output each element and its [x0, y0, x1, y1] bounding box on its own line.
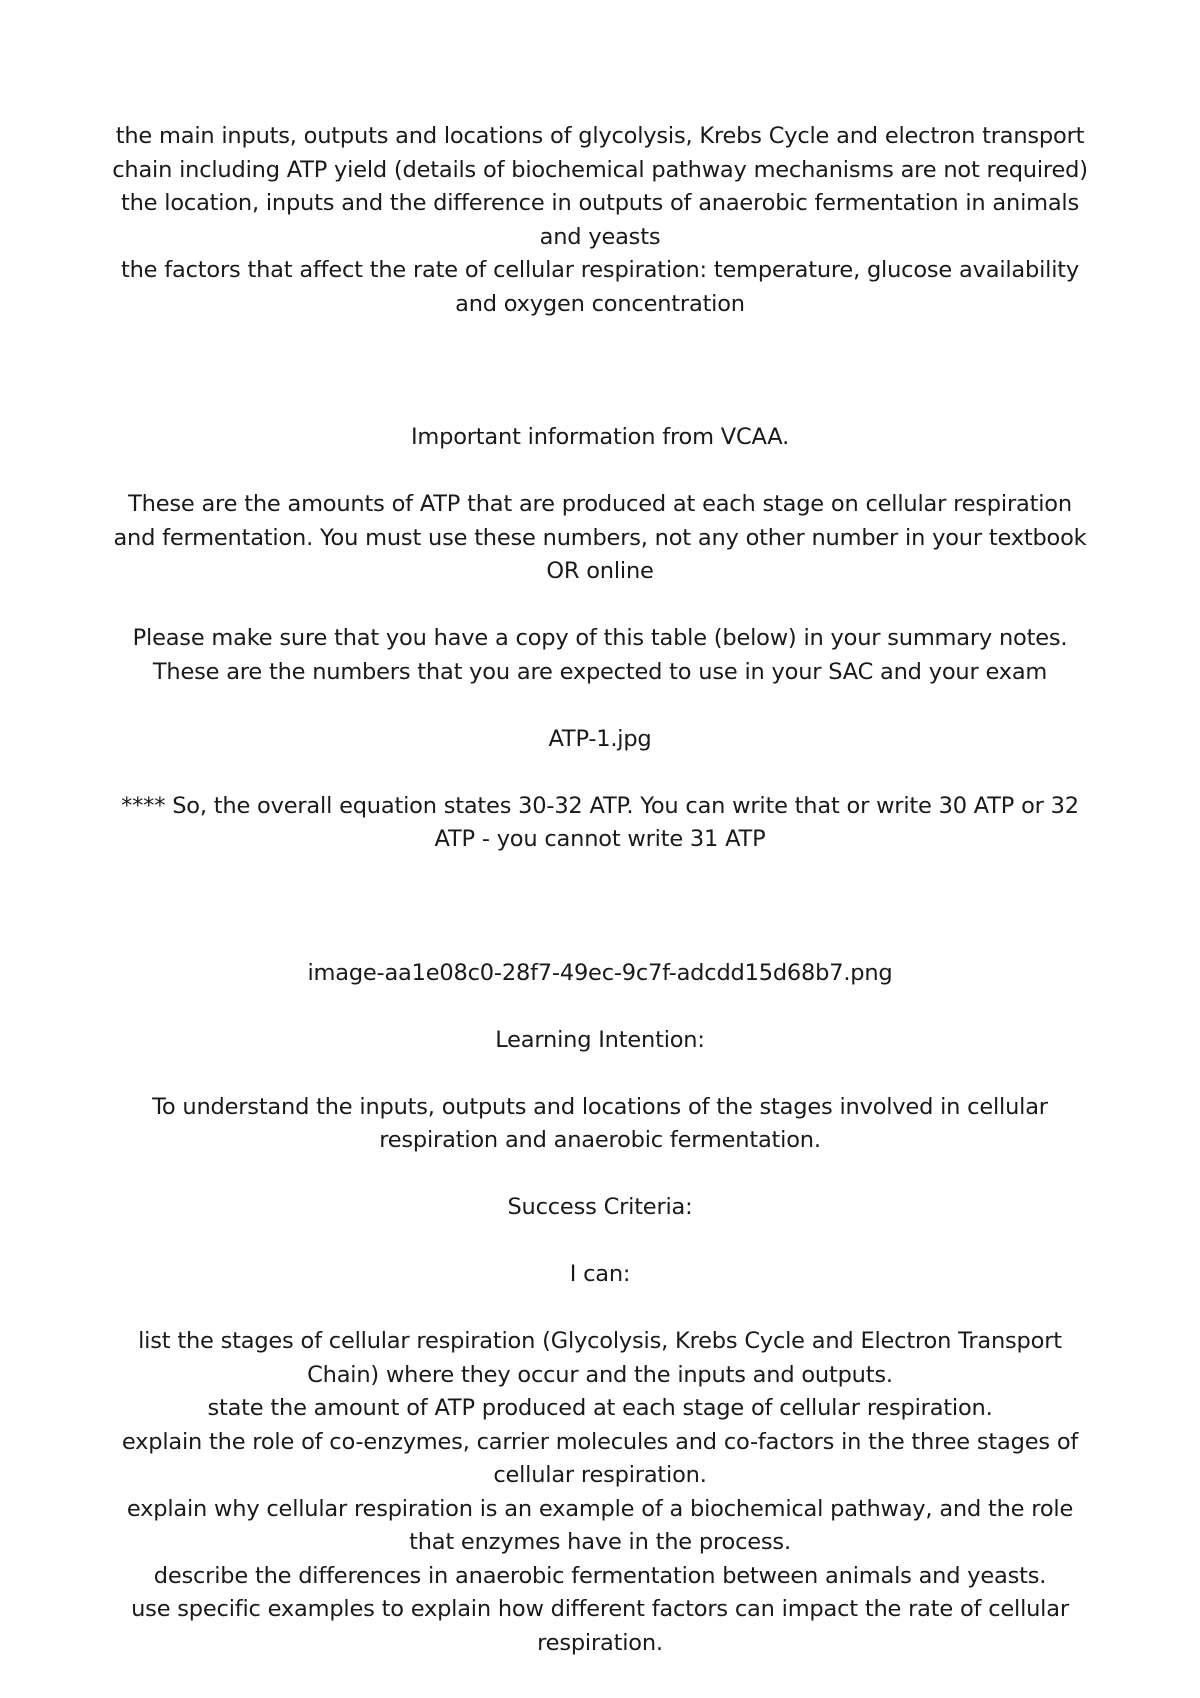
objective-item: the factors that affect the rate of cellular respiration: temperature, glucose availability and oxygen concentration: [121, 257, 1079, 317]
criteria-item: describe the differences in anaerobic fermentation between animals and yeasts.: [153, 1562, 1047, 1589]
success-criteria-heading: Success Criteria:: [507, 1194, 693, 1220]
criteria-item: explain why cellular respiration is an example of a biochemical pathway, and the role that enzymes have in the process.: [126, 1495, 1074, 1555]
atp-image-filename: ATP-1.jpg: [548, 725, 652, 752]
table-note-paragraph: Please make sure that you have a copy of this table (below) in your summary notes. These are the numbers that you are expected to use in your SAC and your exam: [132, 625, 1068, 685]
second-image-filename: image-aa1e08c0-28f7-49ec-9c7f-adcdd15d68b7.png: [307, 959, 893, 986]
criteria-item: use specific examples to explain how different factors can impact the rate of cellular respiration.: [131, 1596, 1069, 1656]
objective-item: the main inputs, outputs and locations of glycolysis, Krebs Cycle and electron transport chain including ATP yield (details of biochemical pathway mechanisms are not required): [112, 123, 1088, 183]
criteria-item: explain the role of co-enzymes, carrier molecules and co-factors in the three stages of cellular respiration.: [121, 1428, 1079, 1488]
learning-intention-heading: Learning Intention:: [495, 1026, 705, 1053]
i-can-label: I can:: [569, 1261, 631, 1287]
objective-item: the location, inputs and the difference in outputs of anaerobic fermentation in animals and yeasts: [121, 190, 1079, 250]
criteria-item: state the amount of ATP produced at each stage of cellular respiration.: [207, 1395, 993, 1421]
vcaa-heading: Important information from VCAA.: [410, 424, 790, 450]
document-body: [110, 120, 1090, 1660]
atp-equation-note: **** So, the overall equation states 30-32 ATP. You can write that or write 30 ATP or 32 ATP - you cannot write 31 ATP: [121, 792, 1079, 852]
atp-intro-paragraph: These are the amounts of ATP that are produced at each stage on cellular respiration and fermentation. You must use these numbers, not any other number in your textbook OR online: [113, 491, 1087, 584]
learning-intention-text: To understand the inputs, outputs and locations of the stages involved in cellular respiration and anaerobic fermentation.: [152, 1093, 1048, 1153]
criteria-item: list the stages of cellular respiration (Glycolysis, Krebs Cycle and Electron Transport Chain) where they occur and the inputs and outputs.: [138, 1328, 1062, 1388]
